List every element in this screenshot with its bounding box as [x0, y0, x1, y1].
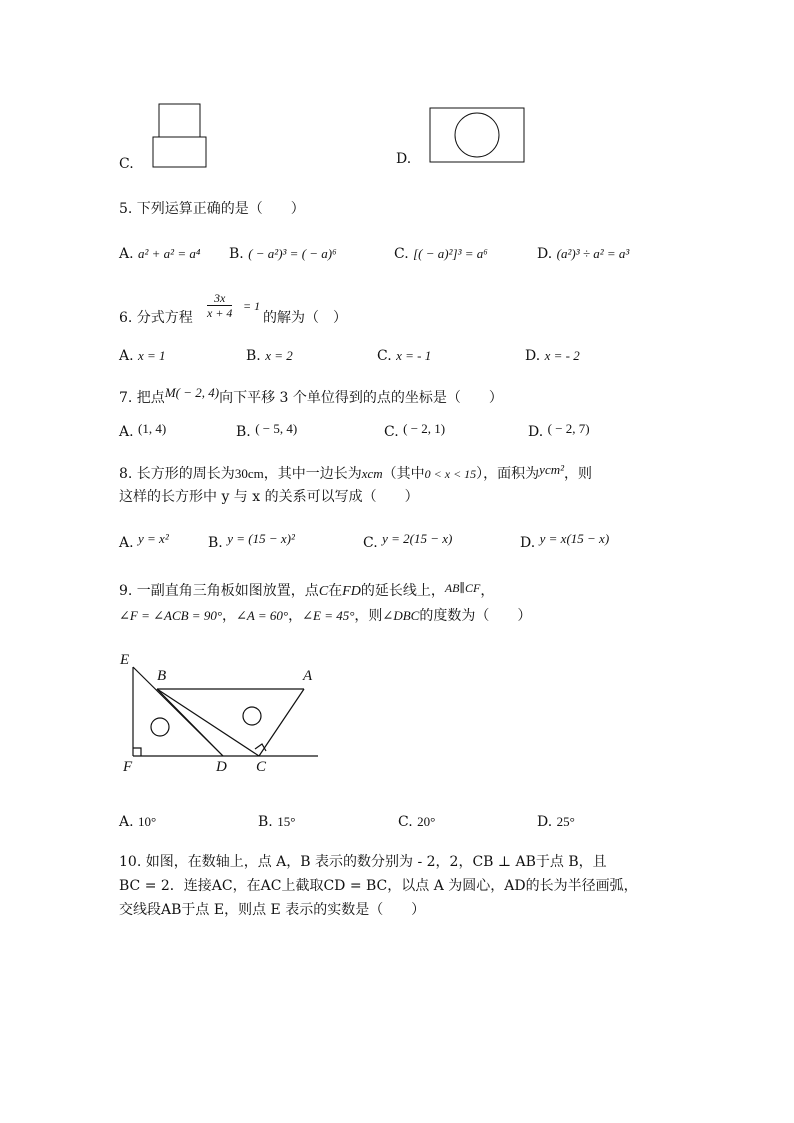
- q9-option-b: [258, 814, 295, 830]
- option-letter: A.: [119, 535, 134, 551]
- text-segment: 的延长线上，: [360, 583, 445, 599]
- option-letter: D.: [537, 246, 553, 262]
- q5-option-b: [229, 246, 337, 262]
- option-expression: ( − 2, 7): [547, 421, 590, 436]
- option-expression: x = - 2: [544, 348, 580, 363]
- q6-stem-prefix: 6. 分式方程: [119, 310, 193, 326]
- q8-option-b: [208, 531, 295, 551]
- option-expression: a² + a² = a⁴: [138, 246, 201, 261]
- q5-option-c: [394, 246, 488, 262]
- q5-stem: 5. 下列运算正确的是（ ）: [119, 201, 305, 217]
- side-bc: [157, 689, 259, 756]
- option-letter: A.: [119, 348, 134, 364]
- q6-option-b: [246, 348, 293, 364]
- option-letter: D.: [525, 348, 541, 364]
- math-segment: ∠A = 60°: [236, 608, 289, 623]
- hole-large-triangle: [243, 707, 261, 725]
- text-segment: 8. 长方形的周长为: [119, 466, 235, 482]
- text-segment: （其中: [382, 466, 425, 482]
- option-expression: y = 2(15 − x): [382, 531, 453, 546]
- option-letter: C.: [394, 246, 409, 262]
- q9-option-c: [398, 814, 435, 830]
- option-letter: C.: [377, 348, 392, 364]
- option-letter: A.: [119, 814, 134, 830]
- q10-line-3: 交线段AB于点 E，则点 E 表示的实数是（ ）: [119, 902, 426, 918]
- q6-stem-suffix: 的解为（ ）: [263, 310, 347, 326]
- option-expression: [( − a)²]³ = a⁶: [413, 246, 488, 261]
- option-expression: 20°: [417, 814, 436, 829]
- text-segment: ，其中一边长为: [263, 466, 362, 482]
- label-b: B: [157, 668, 167, 684]
- outer-rectangle: [430, 108, 524, 162]
- stem-suffix: 向下平移 3 个单位得到的点的坐标是（ ）: [219, 390, 503, 406]
- text-segment: ，: [222, 608, 237, 624]
- q7-option-d: [528, 421, 590, 440]
- right-angle-f: [133, 748, 141, 756]
- option-letter: B.: [208, 535, 223, 551]
- q4-option-d-label: D.: [396, 151, 412, 167]
- text-segment: ），面积为: [476, 466, 540, 482]
- math-segment: ∠DBC: [382, 608, 420, 623]
- option-letter: B.: [236, 424, 251, 440]
- q6-fraction: [207, 291, 232, 320]
- fraction-numerator: 3x: [207, 291, 232, 306]
- option-expression: (1, 4): [138, 421, 167, 436]
- text-segment: ，则: [354, 608, 383, 624]
- option-expression: ( − 5, 4): [255, 421, 298, 436]
- q7-stem: [119, 387, 503, 407]
- q10-line-1: 10. 如图，在数轴上，点 A，B 表示的数分别为 - 2，2，CB ⊥ AB于点 B，且: [119, 854, 607, 870]
- text-segment: ，: [480, 583, 495, 599]
- q8-line-1: [119, 463, 592, 483]
- option-expression: 15°: [277, 814, 296, 829]
- option-expression: y = x(15 − x): [539, 531, 610, 546]
- q7-option-c: [384, 421, 446, 440]
- inner-circle: [455, 113, 499, 157]
- q8-option-d: [520, 531, 610, 551]
- q9-line-2: [119, 605, 531, 625]
- top-rectangle: [159, 104, 200, 137]
- option-expression: 25°: [556, 814, 575, 829]
- area-value: ycm²: [539, 462, 564, 477]
- bottom-rectangle: [153, 137, 206, 167]
- q7-option-b: [236, 421, 298, 440]
- label-e: E: [120, 652, 130, 668]
- fraction-denominator: x + 4: [207, 306, 233, 320]
- perimeter-value: 30cm: [234, 466, 264, 481]
- q6-option-c: [377, 348, 431, 364]
- q9-option-a: [119, 814, 156, 830]
- text-segment: ，: [288, 608, 303, 624]
- option-letter: B.: [229, 246, 244, 262]
- q8-option-a: [119, 531, 169, 551]
- q7-option-a: [119, 421, 167, 440]
- range-value: 0 < x < 15: [424, 467, 477, 481]
- math-segment: ∠E = 45°: [302, 608, 355, 623]
- math-segment: ∠F = ∠ACB = 90°: [119, 608, 223, 623]
- option-letter: D.: [520, 535, 536, 551]
- q9-option-d: [537, 814, 575, 830]
- option-letter: C.: [363, 535, 378, 551]
- q8-line-2: 这样的长方形中 y 与 x 的关系可以写成（ ）: [119, 489, 419, 505]
- option-expression: ( − 2, 1): [403, 421, 446, 436]
- option-expression: (a²)³ ÷ a² = a³: [556, 246, 630, 261]
- option-expression: x = 1: [138, 348, 166, 363]
- q8-option-c: [363, 531, 453, 551]
- point-m: M( − 2, 4): [164, 385, 220, 400]
- option-letter: C.: [384, 424, 399, 440]
- q9-line-1: [119, 580, 494, 600]
- option-expression: x = - 1: [396, 348, 432, 363]
- side-bd: [157, 689, 223, 756]
- q5-option-d: [537, 246, 629, 262]
- right-angle-c: [255, 744, 266, 751]
- text-segment: 9. 一副直角三角板如图放置，点: [119, 583, 319, 599]
- label-f: F: [123, 759, 133, 775]
- option-letter: D.: [528, 424, 544, 440]
- math-segment: FD: [342, 584, 361, 599]
- option-letter: A.: [119, 246, 134, 262]
- q4-option-c-label: C.: [119, 156, 134, 172]
- option-expression: y = (15 − x)²: [227, 531, 295, 546]
- math-segment: C: [318, 584, 329, 599]
- option-letter: B.: [246, 348, 261, 364]
- hole-small-triangle: [151, 718, 169, 736]
- option-expression: 10°: [138, 814, 157, 829]
- math-segment: AB∥CF: [444, 581, 481, 595]
- option-expression: x = 2: [265, 348, 293, 363]
- q6-option-a: [119, 348, 166, 364]
- text-segment: 的度数为（ ）: [419, 608, 532, 624]
- side-value: xcm: [361, 466, 383, 481]
- label-c: C: [256, 759, 267, 775]
- q6-option-d: [525, 348, 580, 364]
- text-segment: ，则: [564, 466, 592, 482]
- option-expression: y = x²: [138, 531, 169, 546]
- option-letter: A.: [119, 424, 134, 440]
- stem-prefix: 7. 把点: [119, 390, 165, 406]
- q5-option-a: [119, 246, 200, 262]
- option-expression: ( − a²)³ = ( − a)⁶: [248, 246, 337, 261]
- option-letter: D.: [537, 814, 553, 830]
- option-letter: B.: [258, 814, 273, 830]
- label-d: D: [216, 759, 227, 775]
- option-letter: C.: [398, 814, 413, 830]
- q10-line-2: BC = 2．连接AC，在AC上截取CD = BC，以点 A 为圆心，AD的长为半径画弧，: [119, 878, 638, 894]
- text-segment: 在: [328, 583, 343, 599]
- q6-equation-rhs: = 1: [243, 299, 261, 313]
- side-ed: [133, 667, 223, 756]
- side-ac: [259, 689, 304, 756]
- label-a: A: [303, 668, 313, 684]
